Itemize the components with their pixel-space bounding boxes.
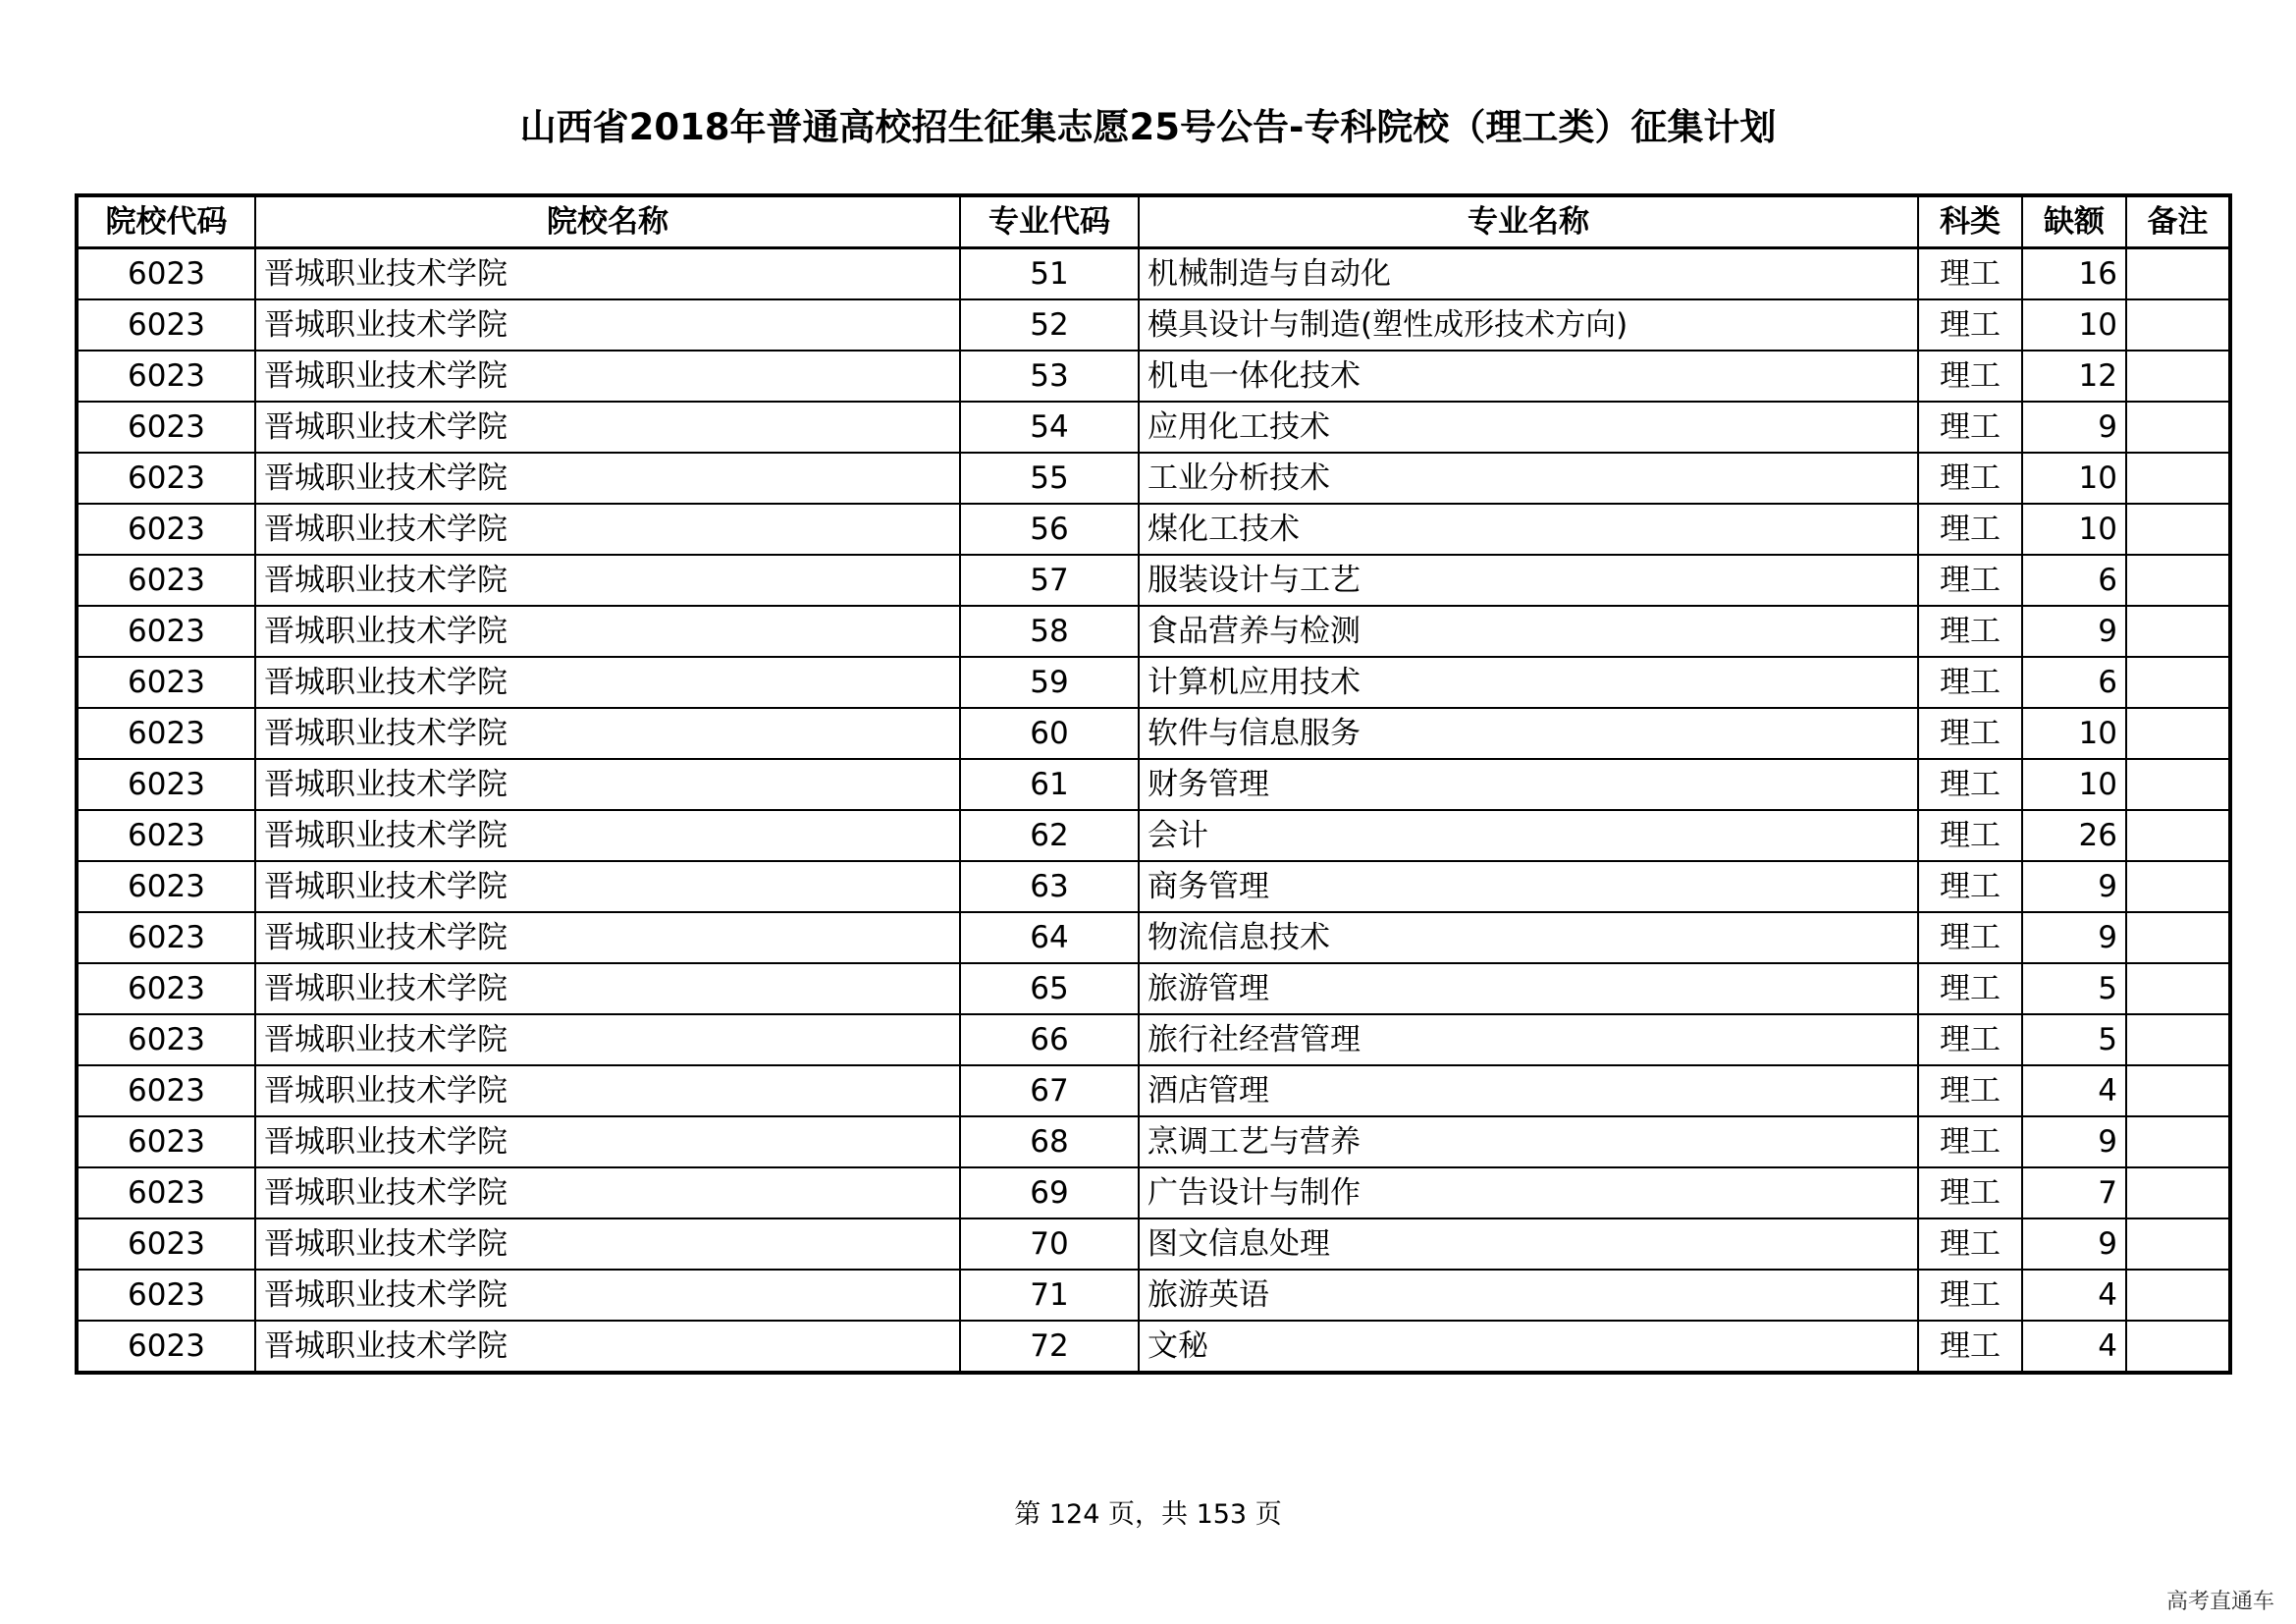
school-name-cell: 晋城职业技术学院 <box>255 1065 960 1116</box>
vacancies-cell: 9 <box>2022 1218 2126 1270</box>
school-code-cell: 6023 <box>77 402 255 453</box>
table-row <box>77 1014 2230 1065</box>
category-cell: 理工 <box>1918 912 2022 963</box>
school-code-cell: 6023 <box>77 1321 255 1373</box>
school-name-cell: 晋城职业技术学院 <box>255 248 960 300</box>
remarks-cell <box>2126 1116 2230 1167</box>
major-name-cell: 应用化工技术 <box>1139 402 1918 453</box>
remarks-cell <box>2126 1218 2230 1270</box>
watermark: 高考直通车 <box>2165 1590 2274 1614</box>
major-code-cell: 61 <box>960 759 1139 810</box>
table-row <box>77 606 2230 657</box>
major-name-cell: 软件与信息服务 <box>1139 708 1918 759</box>
remarks-cell <box>2126 861 2230 912</box>
major-code-cell: 71 <box>960 1270 1139 1321</box>
category-cell: 理工 <box>1918 555 2022 606</box>
category-cell: 理工 <box>1918 1321 2022 1373</box>
category-cell: 理工 <box>1918 504 2022 555</box>
major-code-cell: 63 <box>960 861 1139 912</box>
remarks-cell <box>2126 402 2230 453</box>
table-row <box>77 402 2230 453</box>
major-code-cell: 56 <box>960 504 1139 555</box>
major-name-cell: 食品营养与检测 <box>1139 606 1918 657</box>
school-name-cell: 晋城职业技术学院 <box>255 351 960 402</box>
table-body <box>77 248 2230 1374</box>
category-cell: 理工 <box>1918 1167 2022 1218</box>
major-code-cell: 70 <box>960 1218 1139 1270</box>
table-row <box>77 1167 2230 1218</box>
major-code-cell: 72 <box>960 1321 1139 1373</box>
table-row <box>77 453 2230 504</box>
vacancies-cell: 26 <box>2022 810 2126 861</box>
school-code-cell: 6023 <box>77 1065 255 1116</box>
major-name-cell: 模具设计与制造(塑性成形技术方向) <box>1139 299 1918 351</box>
school-name-cell: 晋城职业技术学院 <box>255 657 960 708</box>
vacancies-cell: 7 <box>2022 1167 2126 1218</box>
remarks-cell <box>2126 759 2230 810</box>
school-name-cell: 晋城职业技术学院 <box>255 1321 960 1373</box>
vacancies-cell: 4 <box>2022 1065 2126 1116</box>
remarks-cell <box>2126 708 2230 759</box>
table-row <box>77 1218 2230 1270</box>
vacancies-cell: 5 <box>2022 963 2126 1014</box>
school-name-cell: 晋城职业技术学院 <box>255 402 960 453</box>
category-cell: 理工 <box>1918 402 2022 453</box>
major-name-cell: 酒店管理 <box>1139 1065 1918 1116</box>
category-cell: 理工 <box>1918 1014 2022 1065</box>
school-code-cell: 6023 <box>77 1014 255 1065</box>
vacancies-cell: 9 <box>2022 861 2126 912</box>
remarks-cell <box>2126 1167 2230 1218</box>
major-name-cell: 机械制造与自动化 <box>1139 248 1918 300</box>
school-name-cell: 晋城职业技术学院 <box>255 1270 960 1321</box>
major-name-cell: 旅游英语 <box>1139 1270 1918 1321</box>
remarks-cell <box>2126 1065 2230 1116</box>
major-code-cell: 54 <box>960 402 1139 453</box>
major-name-cell: 计算机应用技术 <box>1139 657 1918 708</box>
table-row <box>77 657 2230 708</box>
vacancies-cell: 6 <box>2022 555 2126 606</box>
school-name-cell: 晋城职业技术学院 <box>255 606 960 657</box>
school-code-cell: 6023 <box>77 606 255 657</box>
page-title: 山西省2018年普通高校招生征集志愿25号公告-专科院校（理工类）征集计划 <box>519 106 1777 148</box>
table-row <box>77 555 2230 606</box>
school-name-cell: 晋城职业技术学院 <box>255 810 960 861</box>
header-remarks: 备注 <box>2126 195 2230 248</box>
school-code-cell: 6023 <box>77 1270 255 1321</box>
remarks-cell <box>2126 453 2230 504</box>
major-name-cell: 财务管理 <box>1139 759 1918 810</box>
vacancies-cell: 10 <box>2022 759 2126 810</box>
header-major-name: 专业名称 <box>1139 195 1918 248</box>
remarks-cell <box>2126 248 2230 300</box>
school-code-cell: 6023 <box>77 351 255 402</box>
school-code-cell: 6023 <box>77 708 255 759</box>
major-name-cell: 烹调工艺与营养 <box>1139 1116 1918 1167</box>
table-row <box>77 1116 2230 1167</box>
school-name-cell: 晋城职业技术学院 <box>255 299 960 351</box>
remarks-cell <box>2126 912 2230 963</box>
table-row <box>77 759 2230 810</box>
remarks-cell <box>2126 351 2230 402</box>
remarks-cell <box>2126 1014 2230 1065</box>
school-name-cell: 晋城职业技术学院 <box>255 1167 960 1218</box>
major-code-cell: 59 <box>960 657 1139 708</box>
school-code-cell: 6023 <box>77 453 255 504</box>
header-category: 科类 <box>1918 195 2022 248</box>
vacancies-cell: 9 <box>2022 912 2126 963</box>
school-code-cell: 6023 <box>77 810 255 861</box>
major-code-cell: 68 <box>960 1116 1139 1167</box>
category-cell: 理工 <box>1918 351 2022 402</box>
school-name-cell: 晋城职业技术学院 <box>255 453 960 504</box>
category-cell: 理工 <box>1918 861 2022 912</box>
vacancies-cell: 10 <box>2022 453 2126 504</box>
remarks-cell <box>2126 555 2230 606</box>
school-code-cell: 6023 <box>77 1116 255 1167</box>
category-cell: 理工 <box>1918 963 2022 1014</box>
major-name-cell: 会计 <box>1139 810 1918 861</box>
major-name-cell: 文秘 <box>1139 1321 1918 1373</box>
category-cell: 理工 <box>1918 299 2022 351</box>
vacancies-cell: 10 <box>2022 708 2126 759</box>
table-row <box>77 1270 2230 1321</box>
table-row <box>77 708 2230 759</box>
school-code-cell: 6023 <box>77 912 255 963</box>
remarks-cell <box>2126 504 2230 555</box>
remarks-cell <box>2126 299 2230 351</box>
remarks-cell <box>2126 1270 2230 1321</box>
school-name-cell: 晋城职业技术学院 <box>255 1218 960 1270</box>
remarks-cell <box>2126 657 2230 708</box>
table-row <box>77 810 2230 861</box>
category-cell: 理工 <box>1918 248 2022 300</box>
category-cell: 理工 <box>1918 810 2022 861</box>
table-row <box>77 351 2230 402</box>
header-school-name: 院校名称 <box>255 195 960 248</box>
table-row <box>77 963 2230 1014</box>
vacancies-cell: 6 <box>2022 657 2126 708</box>
school-name-cell: 晋城职业技术学院 <box>255 1116 960 1167</box>
header-school-code: 院校代码 <box>77 195 255 248</box>
major-name-cell: 广告设计与制作 <box>1139 1167 1918 1218</box>
vacancies-cell: 4 <box>2022 1270 2126 1321</box>
major-code-cell: 58 <box>960 606 1139 657</box>
vacancies-cell: 5 <box>2022 1014 2126 1065</box>
remarks-cell <box>2126 1321 2230 1373</box>
category-cell: 理工 <box>1918 708 2022 759</box>
vacancies-cell: 9 <box>2022 402 2126 453</box>
school-code-cell: 6023 <box>77 861 255 912</box>
category-cell: 理工 <box>1918 1270 2022 1321</box>
major-code-cell: 67 <box>960 1065 1139 1116</box>
school-code-cell: 6023 <box>77 248 255 300</box>
school-code-cell: 6023 <box>77 1167 255 1218</box>
major-code-cell: 53 <box>960 351 1139 402</box>
school-code-cell: 6023 <box>77 963 255 1014</box>
school-name-cell: 晋城职业技术学院 <box>255 861 960 912</box>
major-code-cell: 66 <box>960 1014 1139 1065</box>
vacancies-cell: 4 <box>2022 1321 2126 1373</box>
admission-plan-table <box>75 193 2232 1375</box>
vacancies-cell: 10 <box>2022 504 2126 555</box>
major-code-cell: 60 <box>960 708 1139 759</box>
school-code-cell: 6023 <box>77 759 255 810</box>
school-name-cell: 晋城职业技术学院 <box>255 963 960 1014</box>
remarks-cell <box>2126 963 2230 1014</box>
category-cell: 理工 <box>1918 453 2022 504</box>
school-name-cell: 晋城职业技术学院 <box>255 759 960 810</box>
table-header-row <box>77 195 2230 248</box>
vacancies-cell: 10 <box>2022 299 2126 351</box>
category-cell: 理工 <box>1918 759 2022 810</box>
major-name-cell: 物流信息技术 <box>1139 912 1918 963</box>
table-row <box>77 248 2230 300</box>
table-row <box>77 912 2230 963</box>
major-name-cell: 工业分析技术 <box>1139 453 1918 504</box>
major-name-cell: 煤化工技术 <box>1139 504 1918 555</box>
school-code-cell: 6023 <box>77 504 255 555</box>
vacancies-cell: 16 <box>2022 248 2126 300</box>
header-major-code: 专业代码 <box>960 195 1139 248</box>
school-name-cell: 晋城职业技术学院 <box>255 555 960 606</box>
major-name-cell: 旅行社经营管理 <box>1139 1014 1918 1065</box>
major-name-cell: 旅游管理 <box>1139 963 1918 1014</box>
remarks-cell <box>2126 810 2230 861</box>
major-code-cell: 69 <box>960 1167 1139 1218</box>
school-name-cell: 晋城职业技术学院 <box>255 1014 960 1065</box>
major-name-cell: 商务管理 <box>1139 861 1918 912</box>
vacancies-cell: 9 <box>2022 606 2126 657</box>
major-code-cell: 62 <box>960 810 1139 861</box>
remarks-cell <box>2126 606 2230 657</box>
table-row <box>77 1065 2230 1116</box>
major-code-cell: 51 <box>960 248 1139 300</box>
page-number: 第 124 页，共 153 页 <box>1014 1499 1282 1530</box>
major-code-cell: 52 <box>960 299 1139 351</box>
vacancies-cell: 12 <box>2022 351 2126 402</box>
category-cell: 理工 <box>1918 1065 2022 1116</box>
table-row <box>77 299 2230 351</box>
school-name-cell: 晋城职业技术学院 <box>255 504 960 555</box>
school-name-cell: 晋城职业技术学院 <box>255 708 960 759</box>
category-cell: 理工 <box>1918 1116 2022 1167</box>
table-row <box>77 504 2230 555</box>
major-code-cell: 57 <box>960 555 1139 606</box>
school-code-cell: 6023 <box>77 299 255 351</box>
major-name-cell: 服装设计与工艺 <box>1139 555 1918 606</box>
table-row <box>77 861 2230 912</box>
table-row <box>77 1321 2230 1373</box>
school-code-cell: 6023 <box>77 1218 255 1270</box>
vacancies-cell: 9 <box>2022 1116 2126 1167</box>
major-code-cell: 65 <box>960 963 1139 1014</box>
major-code-cell: 64 <box>960 912 1139 963</box>
category-cell: 理工 <box>1918 657 2022 708</box>
category-cell: 理工 <box>1918 606 2022 657</box>
category-cell: 理工 <box>1918 1218 2022 1270</box>
major-name-cell: 机电一体化技术 <box>1139 351 1918 402</box>
major-name-cell: 图文信息处理 <box>1139 1218 1918 1270</box>
header-vacancies: 缺额 <box>2022 195 2126 248</box>
school-code-cell: 6023 <box>77 657 255 708</box>
major-code-cell: 55 <box>960 453 1139 504</box>
school-name-cell: 晋城职业技术学院 <box>255 912 960 963</box>
school-code-cell: 6023 <box>77 555 255 606</box>
